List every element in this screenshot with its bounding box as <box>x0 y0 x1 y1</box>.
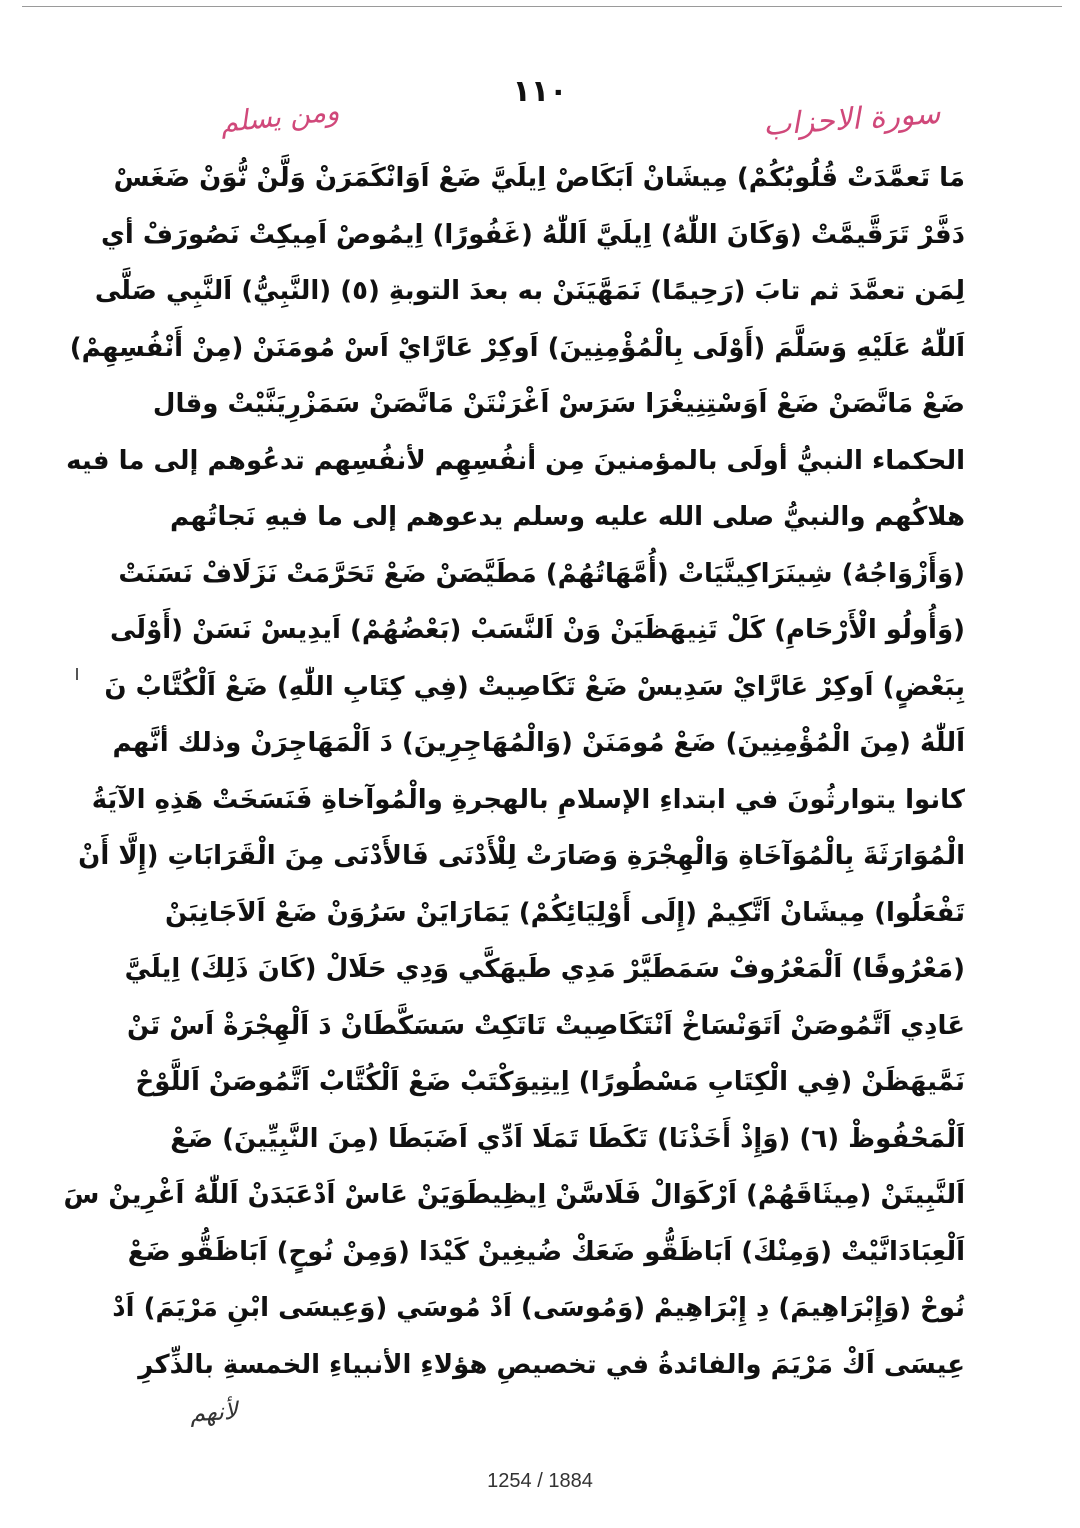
text-line: عِيسَى اَكْ مَرْيَمَ والفائدةُ في تخصيصِ هؤلاءِ الأنبياءِ الخمسةِ بالذِّكرِ <box>138 1349 965 1380</box>
text-line: نَمَّيهَظَنْ (فِي الْكِتَابِ مَسْطُورًا) اِيتِيوَكْتَبْ ضَعْ اَلْكُتَّابْ اَتَّمُوصَنْ اَللَّوْحْ <box>135 1067 965 1097</box>
text-line: هلاكُهم والنبيُّ صلى الله عليه وسلم يدعوهم إلى ما فيهِ نَجاتُهم <box>170 502 965 532</box>
text-line: لِمَن تعمَّدَ ثم تابَ (رَحِيمًا) نَمَهَّيَنَنْ به بعدَ التوبةِ (٥) (النَّبِيُّ) اَلنَّبِي صَلَّى <box>94 276 965 306</box>
text-line: اَللّٰهُ عَلَيْهِ وَسَلَّمَ (أَوْلَى بِالْمُؤْمِنِينَ) اَوكِرْ عَارَّايْ اَسْ مُومَنَنْ (مِنْ أَنْفُسِهِمْ) <box>69 332 965 363</box>
page-number: ١١٠ <box>512 74 568 109</box>
text-line: بِبَعْضٍ) اَوكِرْ عَارَّايْ سَدِيسْ ضَعْ تَكَاصِيتْ (فِي كِتَابِ اللّٰهِ) ضَعْ اَلْكُتَّابْ نَ <box>104 671 965 702</box>
top-rule <box>22 6 1062 7</box>
text-line: دَفَّرْ تَرَقَّيمَّتْ (وَكَانَ اللّٰهُ) اِيلَيَّ اَللّٰهُ (غَفُورًا) اِيمُوصْ اَمِيكِتْ نَصُورَفْ أي <box>101 219 965 250</box>
text-line: ضَعْ مَانَّصَنْ ضَعْ اَوَسْتِنِيغْرَا سَرَسْ اَغْرَنْتَنْ مَانَّصَنْ سَمَزْرِيَنَّيْتْ وقال <box>152 389 965 419</box>
text-line: تَفْعَلُوا) مِيشَانْ اَتَّكِيمْ (إِلَى أَوْلِيَائِكُمْ) يَمَارَايَنْ سَرُوَنْ ضَعْ اَلاَجَانِبَنْ <box>165 897 965 928</box>
text-line: اَلْعِبَادَانَّيْتْ (وَمِنْكَ) اَبَاظَقُّو ضَعَكْ ضُيغِينْ كَيْدَا (وَمِنْ نُوحٍ) اَبَاظَقُّو ضَعْ <box>127 1236 965 1267</box>
catchword: لأنهم <box>189 1396 239 1428</box>
text-line: اَلْمَحْفُوظْ (٦) (وَإِذْ أَخَذْنَا) تَكَطَا تَمَلَا اَدِّي اَضَبَطَا (مِنَ النَّبِيِّينَ) ضَعْ <box>170 1123 965 1154</box>
manuscript-text <box>63 150 965 1393</box>
margin-mark <box>76 668 78 680</box>
text-line: عَادِي اَتَّمُوصَنْ اَتَوَنْسَاخْ اَنْتَكَاصِيتْ تَاتَكِتْ سَسَكَّطَانْ دَ اَلْهِجْرَةْ اَسْ تَنْ <box>127 1010 965 1041</box>
margin-note-verse-ref: ومن يسلم <box>218 93 341 140</box>
text-line: نُوحْ (وَإِبْرَاهِيمَ) دِ إِبْرَاهِيمْ (وَمُوسَى) اَدْ مُوسَي (وَعِيسَى ابْنِ مَرْيَمَ) اَدْ <box>112 1293 965 1323</box>
text-line: الحكماء النبيُّ أولَى بالمؤمنينَ مِن أنفُسِهِم لأنفُسِهم تدعُوهم إلى ما فيه <box>66 445 965 476</box>
text-line: (وَأَزْوَاجُهُ) شِينَرَاكِينَّيَاتْ (أُمَّهَاتُهُمْ) مَطَيَّصَنْ ضَعْ تَحَرَّمَتْ نَزَلَافْ نَسَنَتْ <box>118 558 965 589</box>
text-line: مَا تَعمَّدَتْ قُلُوبُكُمْ) مِيشَانْ اَبَكَاصْ اِيلَيَّ ضَعْ اَوَانْكَمَرَنْ وَلَّنْ نُّوَنْ ضَغَسْ <box>113 163 965 193</box>
text-line: كانوا يتوارثُونَ في ابتداءِ الإسلامِ بالهجرةِ والْمُوآخاةِ فَنَسَخَتْ هَذِهِ الآيَةُ <box>91 784 965 815</box>
page-counter: 1254 / 1884 <box>487 1470 593 1492</box>
margin-note-surah-name: سورة الاحزاب <box>761 95 942 144</box>
text-line: اَللّٰهُ (مِنَ الْمُؤْمِنِينَ) ضَعْ مُومَنَنْ (وَالْمُهَاجِرِينَ) دَ اَلْمَهَاجِرَنْ وذلك أنَّهم <box>112 728 965 758</box>
text-line: اَلنَّبِيتَنْ (مِيثَاقَهُمْ) اَرْكَوَالْ فَلَاسَّنْ اِيظِيطَوَيَنْ عَاسْ اَدْعَبَدَنْ اَللّٰهُ اَغْرِينْ سَ <box>63 1180 965 1210</box>
text-line: (مَعْرُوفًا) اَلْمَعْرُوفْ سَمَطَيَّرْ مَدِي طَيهَكَّي وَدِي حَلَالْ (كَانَ ذَلِكَ) اِيلَيَّ <box>124 954 965 984</box>
text-line: الْمُوَارَثَةَ بِالْمُوَآخَاةِ وَالْهِجْرَةِ وَصَارَتْ لِلْأَدْنَى فَالأَدْنَى مِنَ الْقَرَابَاتِ (إِلَّا أَنْ <box>78 841 965 871</box>
text-line: (وَأُولُو الْأَرْحَامِ) كَلْ تَنِيهَظَيَنْ وَنْ اَلنَّسَبْ (بَعْضُهُمْ) اَيدِيسْ نَسَنْ (أَوْلَى <box>110 615 965 645</box>
